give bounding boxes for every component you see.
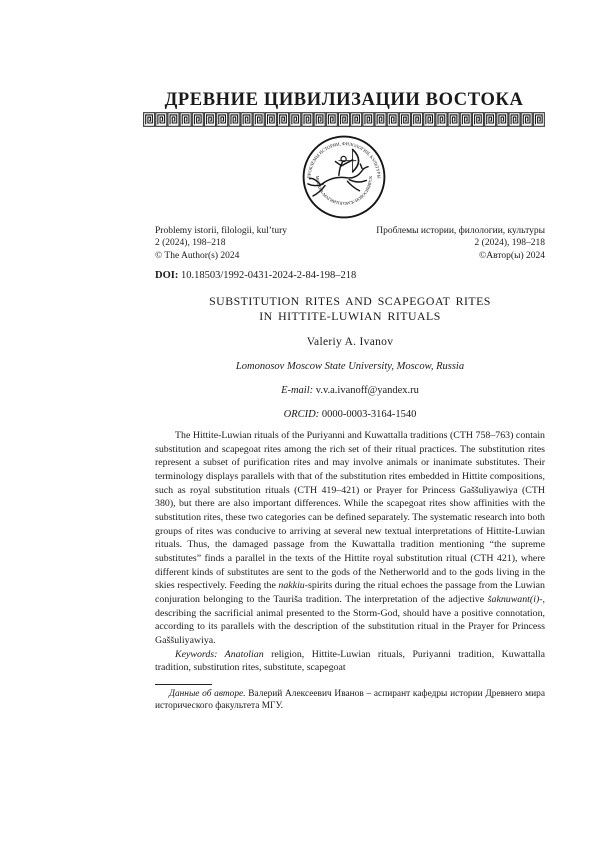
imprint-issue-latin: 2 (2024), 198–218 xyxy=(155,238,226,249)
imprint-block xyxy=(155,225,545,262)
journal-masthead-title: ДРЕВНИЕ ЦИВИЛИЗАЦИИ ВОСТОКА xyxy=(164,90,524,110)
imprint-issue-cyrillic: 2 (2024), 198–218 xyxy=(474,238,545,249)
imprint-copyright-cyrillic: ©Автор(ы) 2024 xyxy=(479,250,545,261)
emblem-arc-bottom-text: МОСКВА-МАГНИТОГОРСК-НОВОСИБИРСК xyxy=(315,175,373,206)
keywords-paragraph: Keywords: Anatolian religion, Hittite-Luwian rituals, Puriyanni tradition, Kuwattalla tradition, substitution rites, substitute, scapegoat xyxy=(155,648,545,674)
email-line xyxy=(155,385,545,396)
footnote-separator-rule xyxy=(155,684,212,685)
article-title-line2: IN HITTITE-LUWIAN RITUALS xyxy=(259,309,441,323)
emblem-arc-top-text: ПРОБЛЕМЫ ИСТОРИИ, ФИЛОЛОГИИ, КУЛЬТУРЫ xyxy=(306,141,382,179)
footnote-text: Данные об авторе. Валерий Алексеевич Иванов – аспирант кафедры истории Древнего мира исторического факультета МГУ. xyxy=(155,689,545,712)
imprint-journal-name-latin: Problemy istorii, filologii, kul’tury xyxy=(155,226,288,236)
abstract-paragraph: The Hittite-Luwian rituals of the Puriyanni and Kuwattalla traditions (CTH 758–763) contain substitution and scapegoat rites among the rich set of their ritual practices. The substitution rites represent a subset of purification rites and may involve animals or inanimate substitutes. Their terminology displays parallels with that of the substitution rites embedded in Hittite compositions, such as royal substitution rituals (CTH 419–421) or Prayer for Princess Gaššuliyawiya (CTH 380), but there are also important differences. While the scapegoat rites show affinities with the substitution rites, these two categories can be defined separately. The systematic research into both groups of rites was conducive to arriving at several new textual interpretations of Hittite-Luwian rituals. Thus, the damaged passage from the Kuwattalla tradition mentioning “the supreme substitutes” finds a parallel in the texts of the Hittite royal substitution ritual (CTH 421), where different kinds of substitutes are sent to the gods of the Netherworld and to the gods living in the skies respectively. Feeding the nakkiu-spirits during the ritual echoes the passage from the Luwian conjuration belonging to the Tauriša tradition. The interpretation of the adjective šaknuwant(i)-, describing the sacrificial animal presented to the Storm-God, should have a positive connotation, according to its parallels with the description of the substitution ritual in the Prayer for Princess Gaššuliyawiya. xyxy=(155,430,545,646)
imprint-journal-name-cyrillic: Проблемы истории, филологии, культуры xyxy=(376,226,545,236)
orcid-label: ORCID: xyxy=(283,409,320,420)
meander-border-ornament xyxy=(143,112,545,127)
doi-value: 10.18503/1992-0431-2024-2-84-198–218 xyxy=(178,270,357,281)
imprint-latin xyxy=(155,225,287,262)
orcid-line xyxy=(155,409,545,420)
journal-emblem-logo xyxy=(301,134,387,220)
author-footnote xyxy=(155,684,545,713)
meander-tiles xyxy=(144,113,545,127)
imprint-copyright-latin: © The Author(s) 2024 xyxy=(155,250,240,261)
doi-label: DOI: xyxy=(155,270,179,281)
author-affiliation: Lomonosov Moscow State University, Moscow, Russia xyxy=(235,361,465,372)
email-label: E-mail: xyxy=(281,385,314,396)
imprint-cyrillic xyxy=(376,225,545,262)
abstract-and-keywords xyxy=(155,429,545,675)
doi-line xyxy=(155,270,545,281)
orcid-value: 0000-0003-3164-1540 xyxy=(319,409,417,420)
email-value: v.v.a.ivanoff@yandex.ru xyxy=(313,385,419,396)
article-title xyxy=(155,294,545,324)
author-name: Valeriy A. Ivanov xyxy=(306,336,394,348)
article-title-line1: SUBSTITUTION RITES AND SCAPEGOAT RITES xyxy=(209,294,491,308)
